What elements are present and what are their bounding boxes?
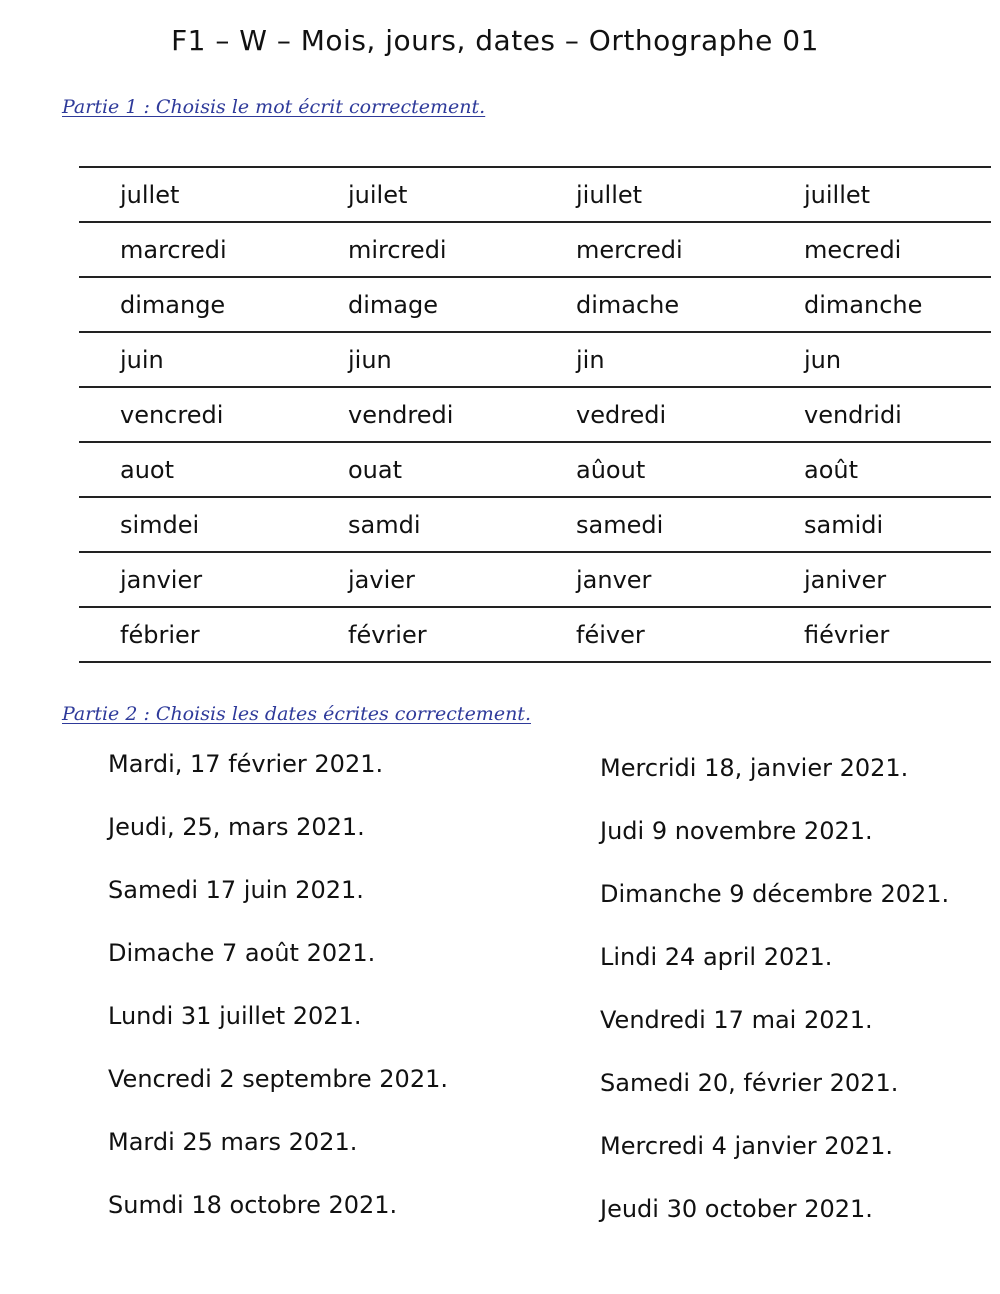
word-option[interactable]: samidi — [804, 510, 884, 539]
page-title: F1 – W – Mois, jours, dates – Orthographe 01 — [171, 24, 819, 57]
part2-heading: Partie 2 : Choisis les dates écrites correctement. — [62, 703, 531, 725]
word-option[interactable]: jiullet — [576, 180, 643, 209]
word-option[interactable]: vedredi — [576, 400, 667, 429]
date-option[interactable]: Lindi 24 april 2021. — [600, 943, 833, 971]
date-option[interactable]: Samedi 17 juin 2021. — [108, 876, 364, 904]
word-option[interactable]: dimage — [348, 290, 438, 319]
word-choice-table — [79, 166, 991, 663]
word-option[interactable]: javier — [348, 565, 415, 594]
date-option[interactable]: Dimache 7 août 2021. — [108, 939, 376, 967]
word-option[interactable]: auot — [120, 455, 175, 484]
word-row — [79, 443, 991, 498]
word-option[interactable]: janiver — [804, 565, 887, 594]
word-option[interactable]: vencredi — [120, 400, 224, 429]
word-row — [79, 608, 991, 663]
date-column-right — [600, 752, 949, 1256]
date-option[interactable]: Dimanche 9 décembre 2021. — [600, 880, 950, 908]
word-option[interactable]: marcredi — [120, 235, 227, 264]
word-option[interactable]: ouat — [348, 455, 403, 484]
word-option[interactable]: dimanche — [804, 290, 923, 319]
date-option[interactable]: Vencredi 2 septembre 2021. — [108, 1065, 448, 1093]
part1-heading: Partie 1 : Choisis le mot écrit correctement. — [62, 96, 486, 118]
word-option[interactable]: vendredi — [348, 400, 454, 429]
word-option[interactable]: février — [348, 620, 427, 649]
word-option[interactable]: jiun — [348, 345, 392, 374]
word-option[interactable]: vendridi — [804, 400, 902, 429]
word-option[interactable]: juin — [120, 345, 164, 374]
word-option[interactable]: janvier — [120, 565, 203, 594]
word-option[interactable]: dimange — [120, 290, 226, 319]
word-option[interactable]: simdei — [120, 510, 200, 539]
word-row — [79, 168, 991, 223]
word-row — [79, 333, 991, 388]
word-option[interactable]: juilet — [348, 180, 408, 209]
word-option[interactable]: jullet — [120, 180, 180, 209]
word-option[interactable]: mecredi — [804, 235, 902, 264]
date-option[interactable]: Samedi 20, février 2021. — [600, 1069, 899, 1097]
word-option[interactable]: fiévrier — [804, 620, 890, 649]
word-option[interactable]: samdi — [348, 510, 421, 539]
word-option[interactable]: août — [804, 455, 859, 484]
word-option[interactable]: mircredi — [348, 235, 447, 264]
word-row — [79, 498, 991, 553]
word-option[interactable]: dimache — [576, 290, 680, 319]
date-option[interactable]: Mercridi 18, janvier 2021. — [600, 754, 909, 782]
word-option[interactable]: mercredi — [576, 235, 683, 264]
word-option[interactable]: janver — [576, 565, 652, 594]
word-option[interactable]: jin — [576, 345, 605, 374]
date-option[interactable]: Jeudi 30 october 2021. — [600, 1195, 873, 1223]
word-row — [79, 388, 991, 443]
word-option[interactable]: jun — [804, 345, 842, 374]
date-option[interactable]: Sumdi 18 octobre 2021. — [108, 1191, 398, 1219]
word-option[interactable]: juillet — [804, 180, 871, 209]
word-option[interactable]: aûout — [576, 455, 646, 484]
date-option[interactable]: Mardi, 17 février 2021. — [108, 750, 384, 778]
word-option[interactable]: fébrier — [120, 620, 200, 649]
word-row — [79, 278, 991, 333]
date-option[interactable]: Mardi 25 mars 2021. — [108, 1128, 358, 1156]
date-option[interactable]: Mercredi 4 janvier 2021. — [600, 1132, 893, 1160]
word-option[interactable]: samedi — [576, 510, 664, 539]
date-option[interactable]: Vendredi 17 mai 2021. — [600, 1006, 873, 1034]
date-option[interactable]: Judi 9 novembre 2021. — [600, 817, 873, 845]
date-column-left — [108, 748, 448, 1252]
date-option[interactable]: Lundi 31 juillet 2021. — [108, 1002, 362, 1030]
word-row — [79, 553, 991, 608]
word-row — [79, 223, 991, 278]
word-option[interactable]: féiver — [576, 620, 645, 649]
date-option[interactable]: Jeudi, 25, mars 2021. — [108, 813, 365, 841]
